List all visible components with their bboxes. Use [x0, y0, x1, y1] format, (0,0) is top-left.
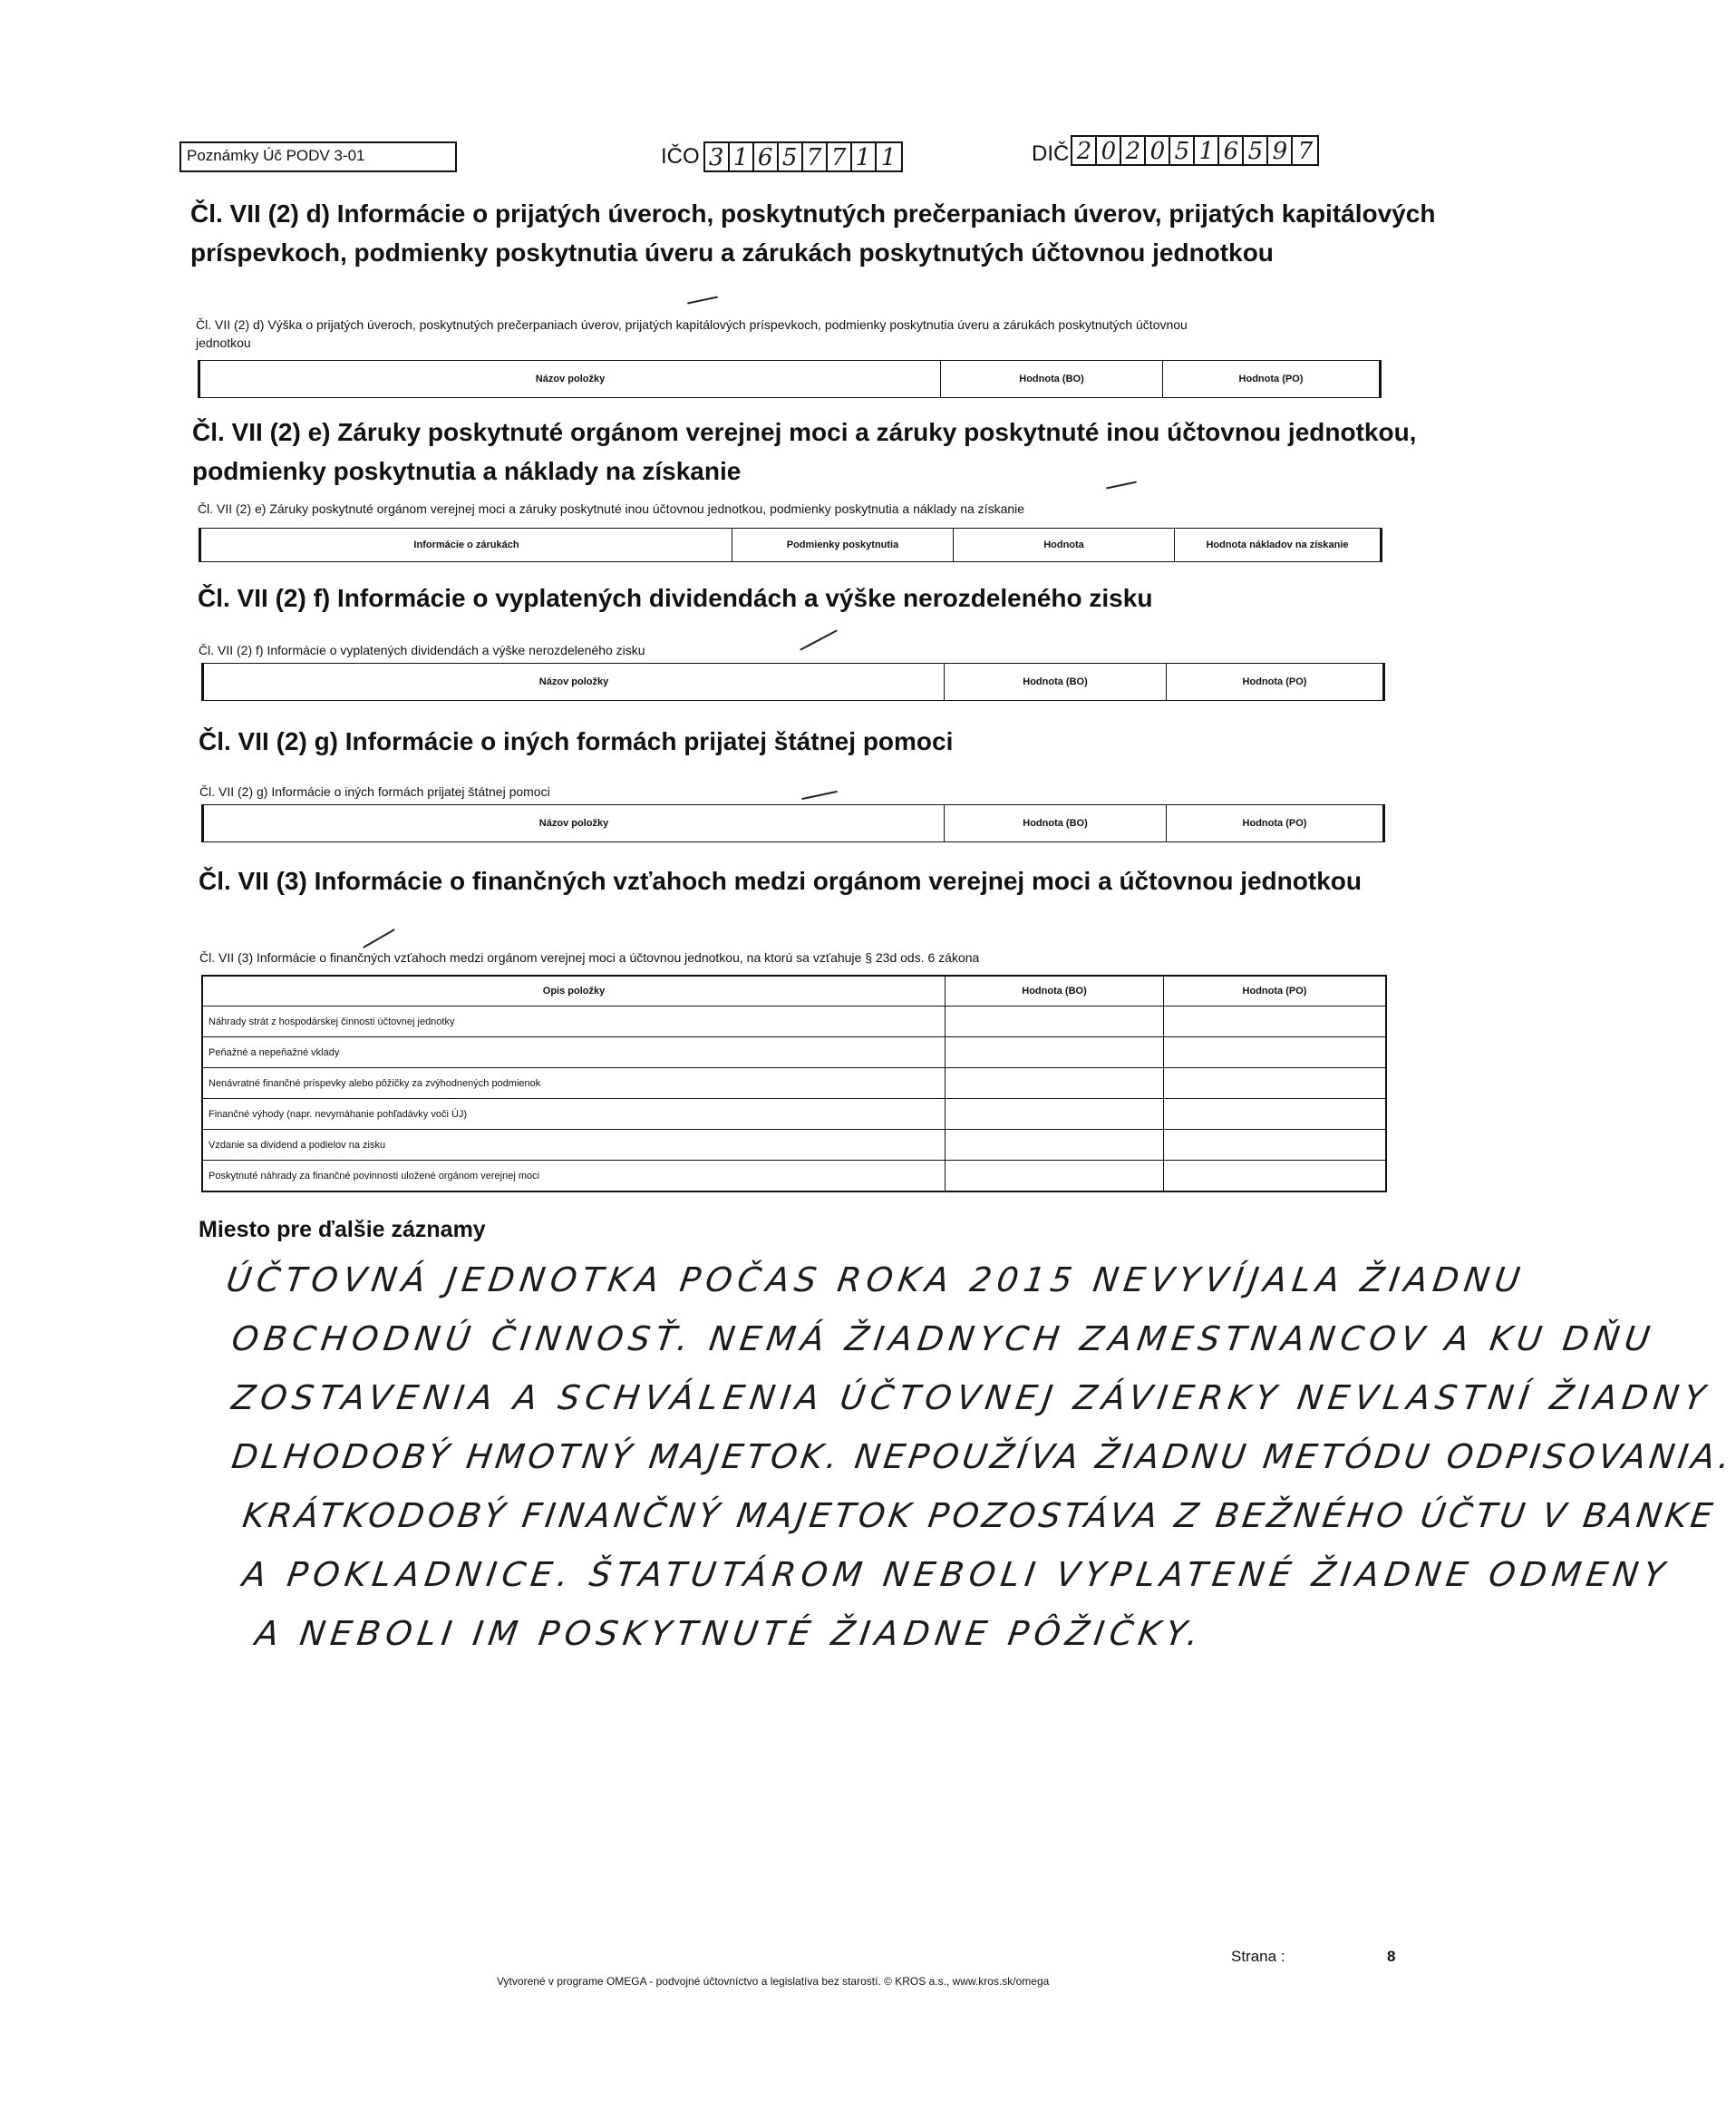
col-info-header: Informácie o zárukách: [200, 529, 732, 562]
handwritten-line: A POKLADNICE. ŠTATUTÁROM NEBOLI VYPLATENÉ ŽIADNE ODMENY: [239, 1555, 1673, 1594]
col-cost-header: Hodnota nákladov na získanie: [1175, 529, 1382, 562]
page-label: Strana :: [1231, 1948, 1285, 1965]
col-po-header: Hodnota (PO): [1164, 976, 1387, 1007]
col-name-header: Názov položky: [203, 664, 945, 701]
dic-label: DIČ: [1032, 141, 1070, 166]
dic-digit: 2: [1072, 137, 1097, 164]
row-label: Vzdanie sa dividend a podielov na zisku: [202, 1130, 946, 1161]
table-row: [202, 1130, 1386, 1161]
value-po-cell: [1164, 1007, 1387, 1037]
footer-credits: Vytvorené v programe OMEGA - podvojné účtovníctvo a legislatíva bez starostí. © KROS a.s., www.kros.sk/omega: [497, 1975, 1050, 1988]
section-e-table: [199, 528, 1382, 562]
handwritten-line: KRÁTKODOBÝ FINANČNÝ MAJETOK POZOSTÁVA Z BEŽNÉHO ÚČTU V BANKE: [239, 1496, 1719, 1535]
table-row: [202, 1161, 1386, 1192]
section-g-table: [201, 804, 1385, 842]
ico-digit: 1: [880, 144, 897, 171]
value-po-cell: [1164, 1130, 1387, 1161]
row-label: Finančné výhody (napr. nevymáhanie pohľadávky voči ÚJ): [202, 1099, 946, 1130]
dic-digit: 5: [1244, 137, 1268, 164]
value-bo-cell: [946, 1068, 1164, 1099]
section-3-title: Čl. VII (3) Informácie o finančných vzťahoch medzi orgánom verejnej moci a účtovnou jednotkou: [199, 867, 1362, 895]
section-f-table: [201, 663, 1385, 701]
ico-digit: 1: [852, 143, 877, 170]
ico-field: [661, 141, 903, 172]
value-bo-cell: [946, 1099, 1164, 1130]
checkmark-icon: [687, 296, 718, 304]
dic-digit: 2: [1121, 137, 1146, 164]
section-3-table: [201, 975, 1387, 1192]
dic-digit: 0: [1146, 137, 1170, 164]
handwritten-line: OBCHODNÚ ČINNOSŤ. NEMÁ ŽIADNYCH ZAMESTNANCOV A KU DŇU: [228, 1319, 1658, 1358]
value-po-cell: [1164, 1068, 1387, 1099]
col-cond-header: Podmienky poskytnutia: [732, 529, 954, 562]
col-po-header: Hodnota (PO): [1167, 805, 1384, 842]
row-label: Peňažné a nepeňažné vklady: [202, 1037, 946, 1068]
handwritten-line: DLHODOBÝ HMOTNÝ MAJETOK. NEPOUŽÍVA ŽIADNU METÓDU ODPISOVANIA.: [228, 1437, 1736, 1476]
dic-digit: 1: [1195, 137, 1219, 164]
col-name-header: Názov položky: [203, 805, 945, 842]
value-po-cell: [1164, 1099, 1387, 1130]
dic-digits: [1071, 135, 1319, 166]
col-name-header: Názov položky: [199, 361, 941, 398]
dic-digit: 5: [1170, 137, 1195, 164]
ico-digit: 1: [730, 143, 754, 170]
form-label: Poznámky Úč PODV 3-01: [187, 147, 365, 164]
ico-digit: 7: [803, 143, 828, 170]
section-d-title: Čl. VII (2) d) Informácie o prijatých úveroch, poskytnutých prečerpaniach úverov, prijatých kapitálových príspevkoch, podmienky poskytnutia úveru a zárukách poskytnutých účtovnou jednotkou: [190, 199, 1436, 267]
section-g-subtitle: Čl. VII (2) g) Informácie o iných formách prijatej štátnej pomoci: [199, 784, 550, 799]
ico-digit: 5: [779, 143, 803, 170]
value-po-cell: [1164, 1037, 1387, 1068]
section-e-subtitle: Čl. VII (2) e) Záruky poskytnuté orgánom verejnej moci a záruky poskytnuté inou účtovnou jednotkou, podmienky poskytnutia a náklady na získanie: [198, 501, 1025, 516]
col-bo-header: Hodnota (BO): [945, 664, 1167, 701]
dic-digit: 0: [1097, 137, 1121, 164]
section-f-title: Čl. VII (2) f) Informácie o vyplatených dividendách a výške nerozdeleného zisku: [198, 584, 1153, 612]
table-row: [202, 1068, 1386, 1099]
checkmark-icon: [363, 929, 395, 948]
col-bo-header: Hodnota (BO): [941, 361, 1163, 398]
ico-digits: [703, 141, 903, 172]
value-bo-cell: [946, 1161, 1164, 1192]
col-po-header: Hodnota (PO): [1163, 361, 1381, 398]
row-label: Nenávratné finančné príspevky alebo pôžičky za zvýhodnených podmienok: [202, 1068, 946, 1099]
value-bo-cell: [946, 1007, 1164, 1037]
section-3-subtitle: Čl. VII (3) Informácie o finančných vzťahoch medzi orgánom verejnej moci a účtovnou jednotkou, na ktorú sa vzťahuje § 23d ods. 6 zákona: [199, 950, 980, 965]
ico-digit: 6: [754, 143, 779, 170]
dic-field: [1032, 134, 1319, 167]
table-row: [202, 1037, 1386, 1068]
page-number: 8: [1387, 1948, 1396, 1965]
col-value-header: Hodnota: [954, 529, 1175, 562]
section-g-title: Čl. VII (2) g) Informácie o iných formách prijatej štátnej pomoci: [199, 727, 954, 755]
ico-digit: 3: [705, 143, 730, 170]
section-f-subtitle: Čl. VII (2) f) Informácie o vyplatených dividendách a výške nerozdeleného zisku: [199, 643, 645, 657]
handwritten-line: A NEBOLI IM POSKYTNUTÉ ŽIADNE PÔŽIČKY.: [252, 1614, 1207, 1653]
dic-digit: 9: [1268, 137, 1293, 164]
col-bo-header: Hodnota (BO): [945, 805, 1167, 842]
col-po-header: Hodnota (PO): [1167, 664, 1384, 701]
ico-digit: 7: [828, 143, 852, 170]
table-row: [202, 1007, 1386, 1037]
section-d-table: [198, 360, 1382, 398]
col-bo-header: Hodnota (BO): [946, 976, 1164, 1007]
section-e-title: Čl. VII (2) e) Záruky poskytnuté orgánom verejnej moci a záruky poskytnuté inou účtovnou jednotkou, podmienky poskytnutia a náklady na získanie: [192, 418, 1417, 485]
handwritten-line: ÚČTOVNÁ JEDNOTKA POČAS ROKA 2015 NEVYVÍJALA ŽIADNU: [223, 1260, 1528, 1299]
value-po-cell: [1164, 1161, 1387, 1192]
ico-label: IČO: [661, 144, 700, 169]
dic-digit: 6: [1219, 137, 1244, 164]
value-bo-cell: [946, 1130, 1164, 1161]
row-label: Poskytnuté náhrady za finančné povinnosti uložené orgánom verejnej moci: [202, 1161, 946, 1192]
value-bo-cell: [946, 1037, 1164, 1068]
handwritten-line: ZOSTAVENIA A SCHVÁLENIA ÚČTOVNEJ ZÁVIERKY NEVLASTNÍ ŽIADNY: [228, 1378, 1713, 1417]
col-desc-header: Opis položky: [202, 976, 946, 1007]
row-label: Náhrady strát z hospodárskej činnosti účtovnej jednotky: [202, 1007, 946, 1037]
table-row: [202, 1099, 1386, 1130]
notes-heading: Miesto pre ďalšie záznamy: [199, 1217, 486, 1242]
section-d-subtitle: Čl. VII (2) d) Výška o prijatých úveroch, poskytnutých prečerpaniach úverov, prijatých kapitálových príspevkoch, podmienky poskytnutia úveru a zárukách poskytnutých účtovnou jednotkou: [196, 317, 1188, 350]
form-label-box: [179, 141, 457, 172]
dic-digit: 7: [1297, 138, 1314, 165]
